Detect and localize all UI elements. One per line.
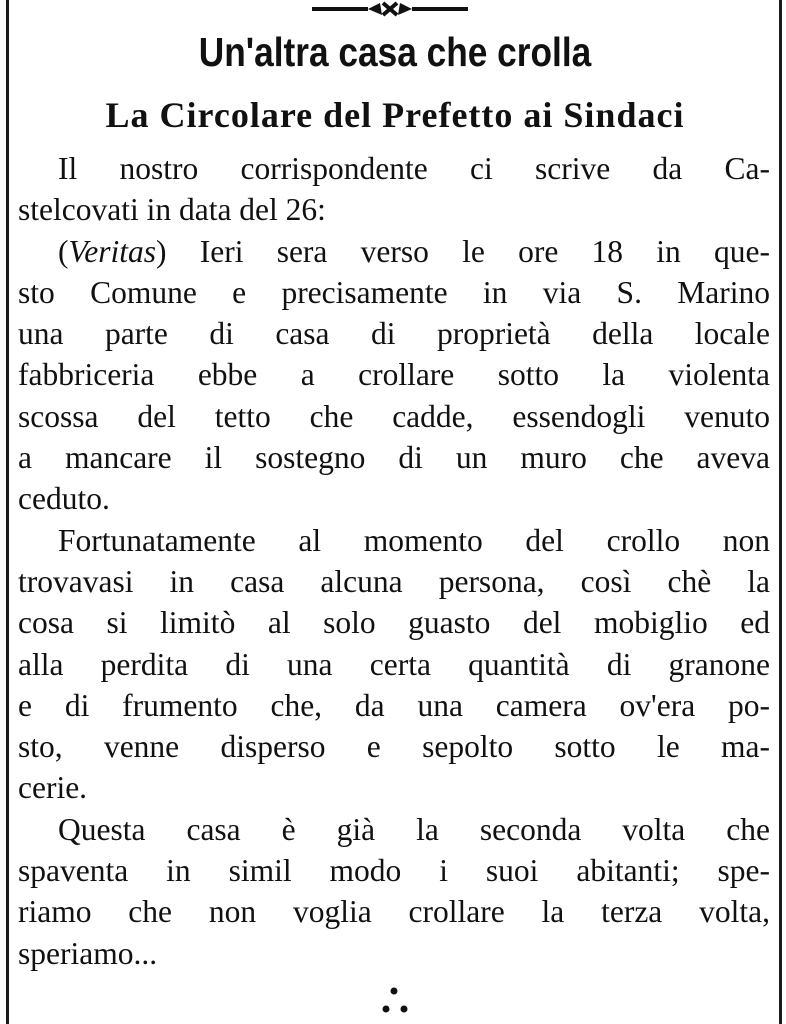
text-line: a mancare il sostegno di un muro che aveva — [18, 440, 770, 476]
paragraph — [18, 809, 770, 974]
text-line: stelcovati in data del 26: — [18, 192, 326, 228]
text-line: Questa casa è già la seconda volta che — [58, 811, 770, 847]
text-line: una parte di casa di proprietà della locale — [18, 316, 770, 352]
text-line: fabbriceria ebbe a crollare sotto la violenta — [18, 357, 770, 393]
text-line: cerie. — [18, 770, 88, 806]
text-line: alla perdita di una certa quantità di granone — [18, 646, 770, 682]
text-line: riamo che non voglia crollare la terza volta, — [18, 894, 770, 930]
text-line: e di frumento che, da una camera ov'era po- — [18, 687, 770, 723]
paragraph — [18, 231, 770, 520]
text-line: cosa si limitò al solo guasto del mobiglio ed — [18, 605, 770, 641]
text-line: sto, venne disperso e sepolto sotto le ma- — [18, 729, 770, 765]
paragraph — [18, 148, 770, 231]
text-line: trovavasi in casa alcuna persona, così chè la — [18, 563, 770, 599]
source-tag: Veritas — [68, 233, 157, 269]
paragraph — [18, 520, 770, 809]
article-body — [18, 148, 770, 974]
headline: Un'altra casa che crolla — [198, 29, 592, 75]
text-fragment: ) Ieri sera verso le ore 18 in que- — [156, 233, 770, 269]
end-ornament — [364, 983, 424, 1019]
text-line: ceduto. — [18, 481, 110, 517]
top-ornament — [310, 0, 470, 20]
text-line: scossa del tetto che cadde, essendogli venuto — [18, 398, 770, 434]
text-line: spaventa in simil modo i suoi abitanti; spe- — [18, 853, 770, 889]
text-line: Il nostro corrispondente ci scrive da Ca- — [58, 151, 770, 186]
column-rule-left — [6, 0, 9, 1024]
text-line: Fortunatamente al momento del crollo non — [58, 522, 770, 558]
text-line: speriamo... — [18, 935, 158, 971]
text-line: sto Comune e precisamente in via S. Marino — [18, 274, 770, 310]
subheadline: La Circolare del Prefetto ai Sindaci — [105, 95, 685, 135]
text-line: (Veritas) Ieri sera verso le ore 18 in que- — [58, 233, 770, 269]
column-rule-right — [779, 0, 782, 1024]
